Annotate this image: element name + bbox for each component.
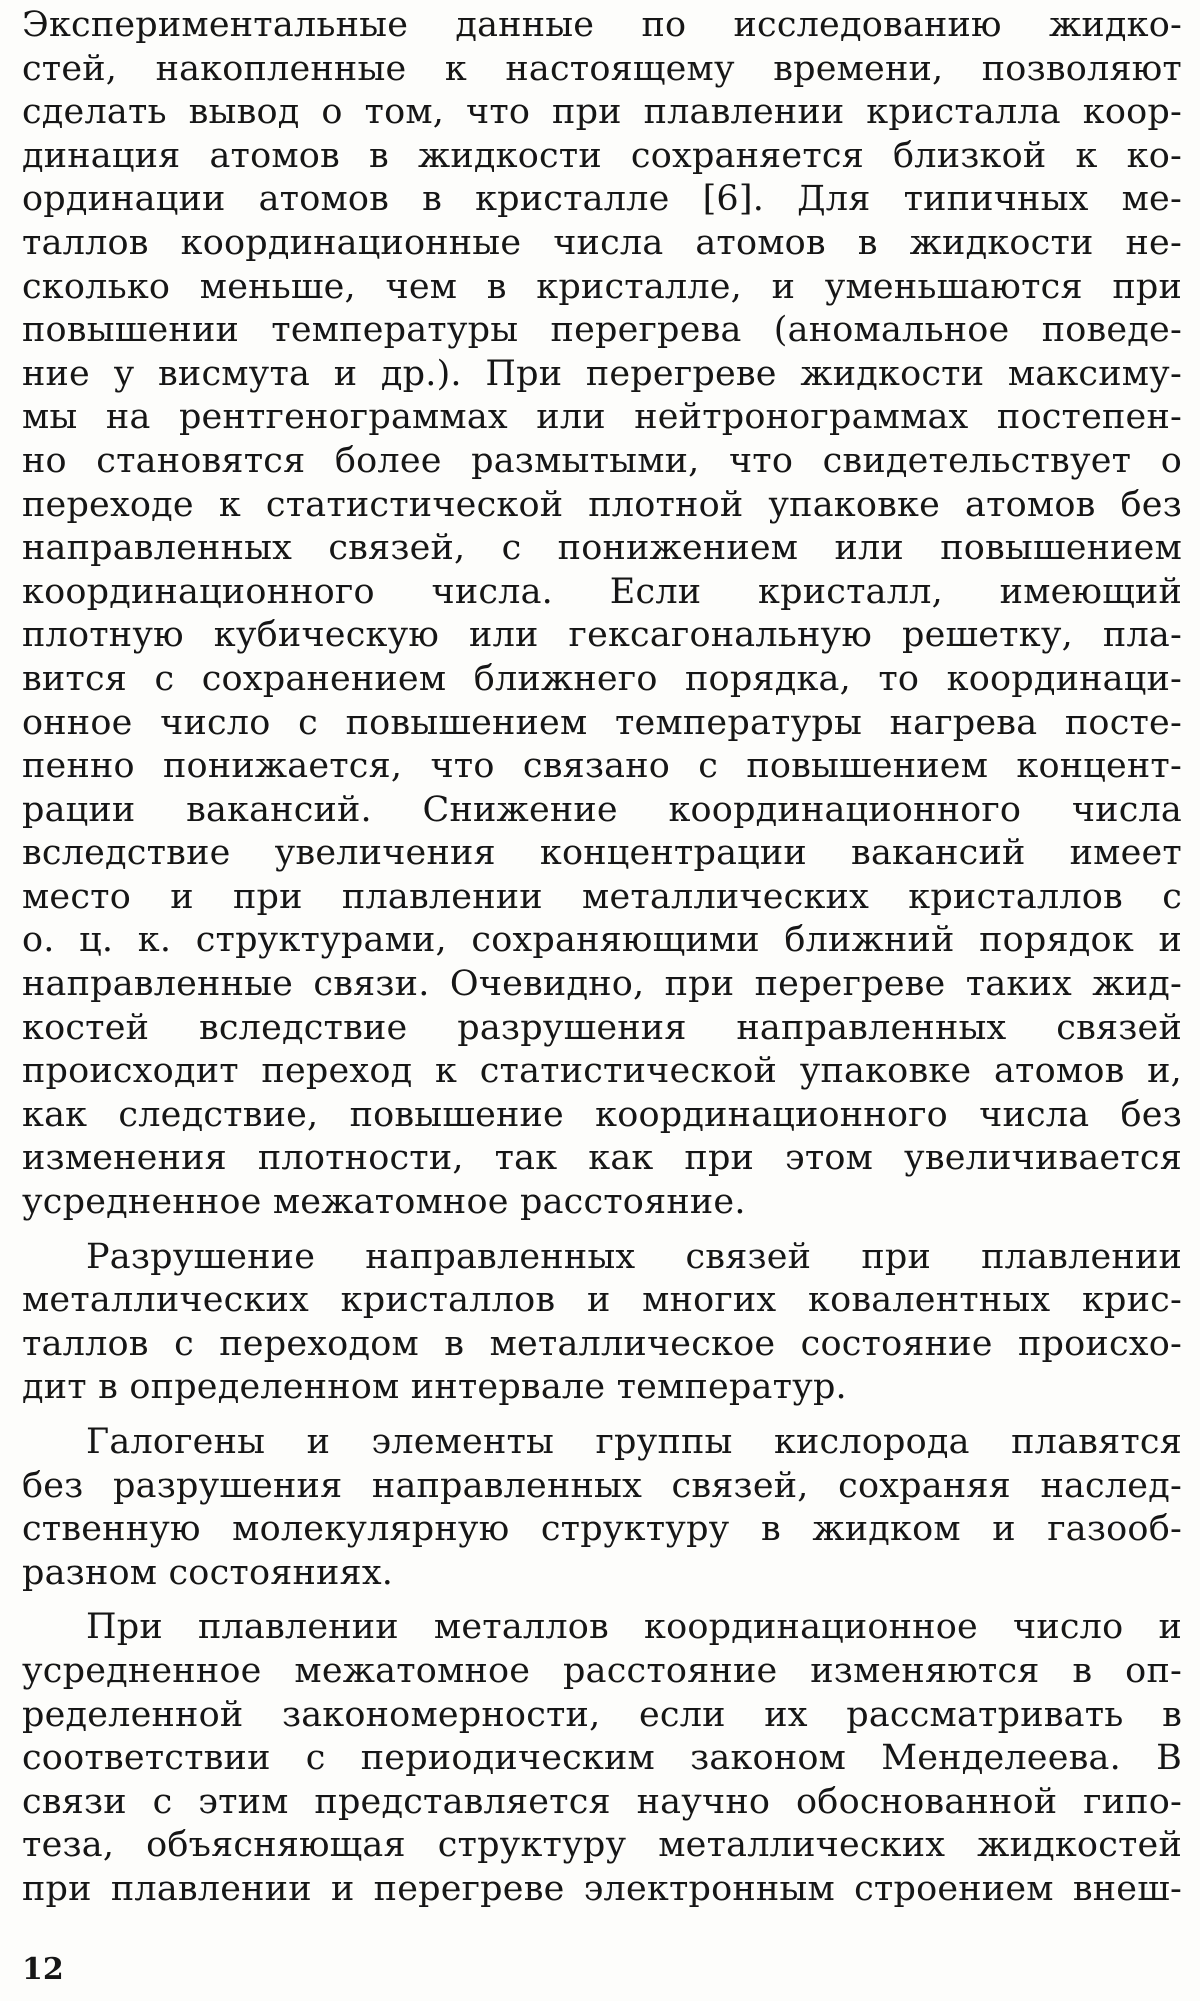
text-line: теза, объясняющая структуру металлических жидкостей bbox=[22, 1825, 1182, 1866]
text-line: переходе к статистической плотной упаковке атомов без bbox=[22, 484, 1182, 525]
text-line: происходит переход к статистической упаковке атомов и, bbox=[22, 1051, 1182, 1092]
text-line: координационного числа. Если кристалл, имеющий bbox=[22, 571, 1182, 612]
text-line: ределенной закономерности, если их рассматривать в bbox=[22, 1694, 1182, 1735]
text-line: динация атомов в жидкости сохраняется близкой к ко- bbox=[22, 135, 1182, 176]
text-line: костей вследствие разрушения направленных связей bbox=[22, 1007, 1182, 1048]
text-line: но становятся более размытыми, что свидетельствует о bbox=[22, 440, 1182, 481]
text-line: о. ц. к. структурами, сохраняющими ближний порядок и bbox=[22, 920, 1182, 961]
page-number: 12 bbox=[22, 1952, 64, 1987]
text-line: связи с этим представляется научно обоснованной гипо- bbox=[22, 1781, 1182, 1822]
body-text bbox=[22, 4, 1182, 1912]
text-line: разном состояниях. bbox=[22, 1552, 394, 1593]
text-line: усредненное межатомное расстояние изменяются в оп- bbox=[22, 1650, 1182, 1691]
text-line: сделать вывод о том, что при плавлении кристалла коор- bbox=[22, 92, 1182, 133]
text-line: как следствие, повышение координационного числа без bbox=[22, 1094, 1182, 1135]
text-line: соответствии с периодическим законом Менделеева. В bbox=[22, 1738, 1182, 1779]
text-line: таллов координационные числа атомов в жидкости не- bbox=[22, 222, 1182, 263]
text-line: стей, накопленные к настоящему времени, позволяют bbox=[22, 48, 1182, 89]
text-line: место и при плавлении металлических кристаллов с bbox=[22, 876, 1182, 917]
text-line: ственную молекулярную структуру в жидком и газооб- bbox=[22, 1509, 1182, 1550]
text-line: ние у висмута и др.). При перегреве жидкости максиму- bbox=[22, 353, 1182, 394]
text-line: изменения плотности, так как при этом увеличивается bbox=[22, 1138, 1182, 1179]
text-line: Галогены и элементы группы кислорода плавятся bbox=[86, 1422, 1182, 1462]
paragraph-2 bbox=[22, 1236, 1182, 1410]
text-line: вится с сохранением ближнего порядка, то координаци- bbox=[22, 658, 1182, 699]
text-line: При плавлении металлов координационное число и bbox=[86, 1607, 1182, 1648]
text-line: сколько меньше, чем в кристалле, и уменьшаются при bbox=[22, 266, 1182, 307]
text-line: вследствие увеличения концентрации вакансий имеет bbox=[22, 833, 1182, 874]
text-line: при плавлении и перегреве электронным строением внеш- bbox=[22, 1868, 1182, 1909]
paragraph-1 bbox=[22, 4, 1182, 1225]
text-line: ординации атомов в кристалле [6]. Для типичных ме- bbox=[22, 179, 1182, 220]
text-line: мы на рентгенограммах или нейтронограммах постепен- bbox=[22, 397, 1182, 438]
text-line: рации вакансий. Снижение координационного числа bbox=[22, 789, 1182, 830]
text-line: онное число с повышением температуры нагрева посте- bbox=[22, 702, 1182, 743]
paragraph-4 bbox=[22, 1606, 1182, 1911]
text-line: без разрушения направленных связей, сохраняя наслед- bbox=[22, 1465, 1182, 1506]
text-line: плотную кубическую или гексагональную решетку, пла- bbox=[22, 615, 1182, 656]
text-line: таллов с переходом в металлическое состояние происхо- bbox=[22, 1323, 1182, 1364]
text-line: пенно понижается, что связано с повышением концент- bbox=[22, 746, 1182, 787]
text-line: Разрушение направленных связей при плавлении bbox=[86, 1236, 1182, 1277]
text-line: направленных связей, с понижением или повышением bbox=[22, 528, 1182, 569]
text-line: дит в определенном интервале температур. bbox=[22, 1367, 847, 1408]
text-line: Экспериментальные данные по исследованию жидко- bbox=[22, 5, 1182, 45]
text-line: усредненное межатомное расстояние. bbox=[22, 1182, 746, 1223]
text-line: направленные связи. Очевидно, при перегреве таких жид- bbox=[22, 964, 1182, 1005]
paragraph-3 bbox=[22, 1421, 1182, 1595]
text-line: повышении температуры перегрева (аномальное поведе- bbox=[22, 310, 1182, 351]
text-line: металлических кристаллов и многих ковалентных крис- bbox=[22, 1280, 1182, 1321]
